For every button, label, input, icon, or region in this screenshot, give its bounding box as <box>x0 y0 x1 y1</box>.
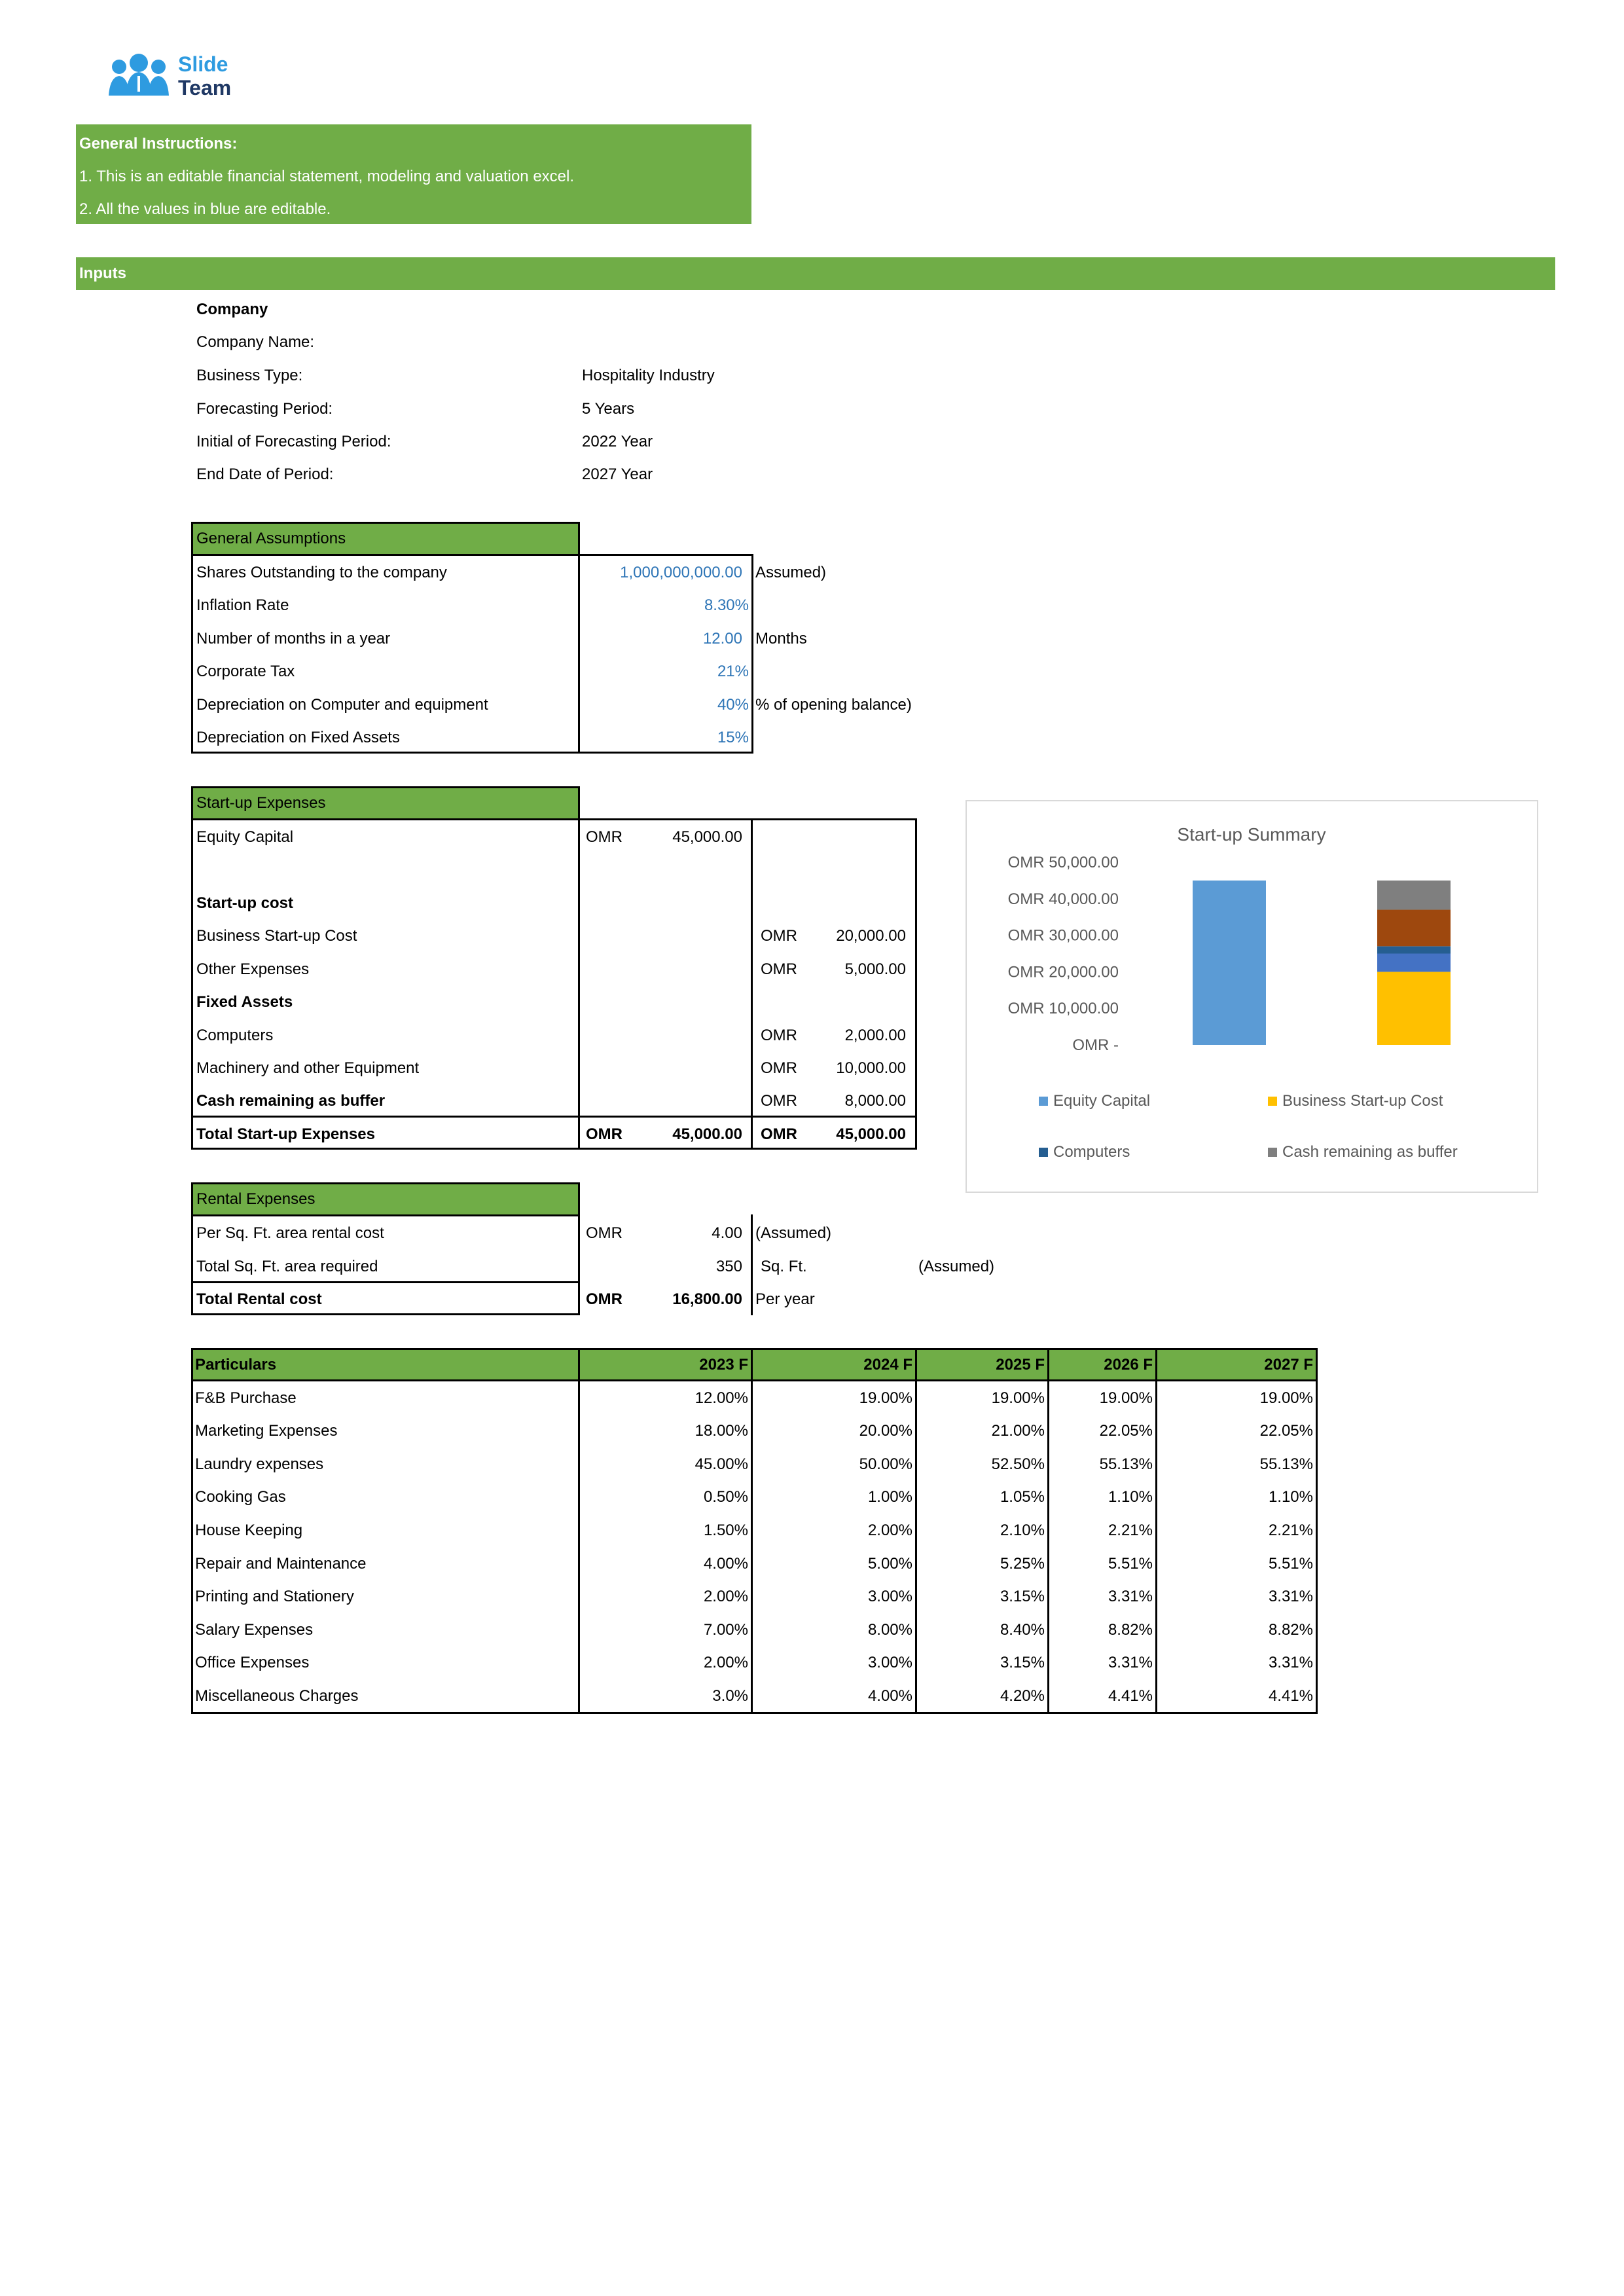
initial-period-value[interactable]: 2022 Year <box>582 433 653 450</box>
inputs-header-bar <box>76 257 1555 290</box>
particulars-value[interactable]: 3.31% <box>1108 1588 1153 1605</box>
corporate-tax-value[interactable]: 21% <box>717 663 749 680</box>
particulars-value[interactable]: 8.82% <box>1108 1621 1153 1639</box>
company-title: Company <box>196 301 268 318</box>
legend-label: Business Start-up Cost <box>1282 1092 1443 1110</box>
particulars-row-label: Marketing Expenses <box>195 1422 338 1440</box>
particulars-value[interactable]: 18.00% <box>695 1422 748 1440</box>
particulars-value[interactable]: 3.00% <box>867 1654 912 1671</box>
rental-total-currency: OMR <box>586 1290 623 1308</box>
per-sqft-note: (Assumed) <box>755 1224 832 1242</box>
particulars-row-label: Salary Expenses <box>195 1621 314 1639</box>
machinery-label: Machinery and other Equipment <box>196 1059 420 1077</box>
shares-note: Assumed) <box>755 564 827 581</box>
rental-divider-2 <box>751 1214 753 1315</box>
y-tick-label: OMR - <box>1072 1036 1119 1054</box>
startup-total-left: 45,000.00 <box>672 1125 742 1143</box>
machinery-value[interactable]: 10,000.00 <box>836 1059 906 1077</box>
legend-label: Computers <box>1053 1143 1130 1161</box>
business-startup-value[interactable]: 20,000.00 <box>836 927 906 945</box>
rental-total-value: 16,800.00 <box>672 1290 742 1308</box>
particulars-value[interactable]: 4.41% <box>1108 1687 1153 1705</box>
particulars-value[interactable]: 3.31% <box>1268 1588 1313 1605</box>
brand-slide: Slide <box>178 52 228 76</box>
particulars-header-label: Particulars <box>195 1356 277 1374</box>
other-expenses-label: Other Expenses <box>196 960 310 978</box>
particulars-value[interactable]: 8.40% <box>1000 1621 1045 1639</box>
particulars-value[interactable]: 2.21% <box>1268 1522 1313 1539</box>
particulars-value[interactable]: 19.00% <box>1099 1389 1153 1407</box>
particulars-value[interactable]: 55.13% <box>1259 1455 1313 1473</box>
business-startup-currency: OMR <box>761 927 797 945</box>
particulars-value[interactable]: 12.00% <box>695 1389 748 1407</box>
fixed-assets-title: Fixed Assets <box>196 993 293 1011</box>
particulars-value[interactable]: 3.31% <box>1268 1654 1313 1671</box>
particulars-value[interactable]: 3.31% <box>1108 1654 1153 1671</box>
chart-title: Start-up Summary <box>1177 824 1326 845</box>
dep-computer-note: % of opening balance) <box>755 696 912 714</box>
cash-buffer-currency: OMR <box>761 1092 797 1110</box>
particulars-value[interactable]: 2.00% <box>867 1522 912 1539</box>
instructions-line-1: 1. This is an editable financial statement, modeling and valuation excel. <box>79 168 575 185</box>
particulars-header-year: 2027 F <box>1264 1356 1313 1374</box>
logo <box>105 51 242 103</box>
dep-computer-label: Depreciation on Computer and equipment <box>196 696 488 714</box>
startup-total-right: 45,000.00 <box>836 1125 906 1143</box>
per-sqft-value[interactable]: 4.00 <box>712 1224 742 1242</box>
startup-divider-1 <box>578 818 580 1150</box>
bar-segment[interactable] <box>1377 946 1451 953</box>
area-unit: Sq. Ft. <box>761 1258 807 1275</box>
company-name-label: Company Name: <box>196 333 315 351</box>
inflation-value[interactable]: 8.30% <box>704 596 749 614</box>
particulars-value[interactable]: 4.00% <box>703 1555 748 1573</box>
particulars-header-year: 2025 F <box>996 1356 1045 1374</box>
legend-swatch <box>1268 1148 1277 1157</box>
particulars-value[interactable]: 7.00% <box>703 1621 748 1639</box>
particulars-value[interactable]: 2.00% <box>703 1588 748 1605</box>
particulars-row-label: Laundry expenses <box>195 1455 324 1473</box>
particulars-value[interactable]: 1.05% <box>1000 1488 1045 1506</box>
computers-value[interactable]: 2,000.00 <box>844 1027 906 1044</box>
startup-divider-2 <box>751 818 753 1150</box>
particulars-value[interactable]: 1.10% <box>1108 1488 1153 1506</box>
cash-buffer-label: Cash remaining as buffer <box>196 1092 386 1110</box>
shares-label: Shares Outstanding to the company <box>196 564 447 581</box>
bar-segment[interactable] <box>1377 910 1451 947</box>
legend-swatch <box>1039 1097 1048 1106</box>
shares-value[interactable]: 1,000,000,000.00 <box>620 564 742 581</box>
particulars-value[interactable]: 2.10% <box>1000 1522 1045 1539</box>
inflation-label: Inflation Rate <box>196 596 289 614</box>
particulars-header-year: 2023 F <box>699 1356 748 1374</box>
computers-currency: OMR <box>761 1027 797 1044</box>
particulars-value[interactable]: 8.00% <box>867 1621 912 1639</box>
bar-segment[interactable] <box>1377 972 1451 1045</box>
legend-label: Cash remaining as buffer <box>1282 1143 1458 1161</box>
per-sqft-label: Per Sq. Ft. area rental cost <box>196 1224 384 1242</box>
area-label: Total Sq. Ft. area required <box>196 1258 378 1275</box>
particulars-row-label: Office Expenses <box>195 1654 310 1671</box>
particulars-row-label: House Keeping <box>195 1522 303 1539</box>
particulars-value[interactable]: 2.21% <box>1108 1522 1153 1539</box>
particulars-value[interactable]: 22.05% <box>1259 1422 1313 1440</box>
legend-label: Equity Capital <box>1053 1092 1151 1110</box>
legend-swatch <box>1039 1148 1048 1157</box>
particulars-value[interactable]: 55.13% <box>1099 1455 1153 1473</box>
rental-title: Rental Expenses <box>196 1190 316 1208</box>
machinery-currency: OMR <box>761 1059 797 1077</box>
particulars-value[interactable]: 3.0% <box>712 1687 748 1705</box>
y-tick-label: OMR 10,000.00 <box>1007 1000 1119 1018</box>
particulars-value[interactable]: 19.00% <box>859 1389 912 1407</box>
end-date-value[interactable]: 2027 Year <box>582 465 653 483</box>
bar-segment[interactable] <box>1193 881 1266 1045</box>
particulars-row-label: F&B Purchase <box>195 1389 297 1407</box>
particulars-value[interactable]: 21.00% <box>991 1422 1045 1440</box>
dep-computer-value[interactable]: 40% <box>717 696 749 714</box>
particulars-value[interactable]: 2.00% <box>703 1654 748 1671</box>
months-label: Number of months in a year <box>196 630 391 647</box>
particulars-row-label: Printing and Stationery <box>195 1588 354 1605</box>
particulars-value[interactable]: 3.15% <box>1000 1654 1045 1671</box>
people-logo-icon <box>105 51 177 103</box>
equity-currency: OMR <box>586 828 623 846</box>
dep-fixed-value[interactable]: 15% <box>717 729 749 746</box>
particulars-value[interactable]: 5.25% <box>1000 1555 1045 1573</box>
cash-buffer-value[interactable]: 8,000.00 <box>844 1092 906 1110</box>
particulars-value[interactable]: 0.50% <box>703 1488 748 1506</box>
initial-period-label: Initial of Forecasting Period: <box>196 433 391 450</box>
particulars-row-label: Miscellaneous Charges <box>195 1687 359 1705</box>
startup-total-label: Total Start-up Expenses <box>196 1125 375 1143</box>
particulars-value[interactable]: 22.05% <box>1099 1422 1153 1440</box>
particulars-header-year: 2026 F <box>1104 1356 1153 1374</box>
particulars-value[interactable]: 4.00% <box>867 1687 912 1705</box>
y-tick-label: OMR 30,000.00 <box>1007 926 1119 945</box>
particulars-value[interactable]: 4.20% <box>1000 1687 1045 1705</box>
particulars-value[interactable]: 20.00% <box>859 1422 912 1440</box>
bar-segment[interactable] <box>1377 881 1451 910</box>
particulars-header-year: 2024 F <box>863 1356 912 1374</box>
y-tick-label: OMR 40,000.00 <box>1007 890 1119 908</box>
business-type-label: Business Type: <box>196 367 303 384</box>
months-note: Months <box>755 630 807 647</box>
forecasting-period-label: Forecasting Period: <box>196 400 333 418</box>
assumptions-title: General Assumptions <box>196 530 346 547</box>
particulars-value[interactable]: 52.50% <box>991 1455 1045 1473</box>
particulars-value[interactable]: 19.00% <box>991 1389 1045 1407</box>
months-value[interactable]: 12.00 <box>702 630 742 647</box>
legend-swatch <box>1268 1097 1277 1106</box>
startup-title: Start-up Expenses <box>196 794 326 812</box>
brand-team: Team <box>178 76 232 100</box>
startup-total-currency-left: OMR <box>586 1125 623 1143</box>
particulars-value[interactable]: 3.15% <box>1000 1588 1045 1605</box>
startup-total-currency-right: OMR <box>761 1125 797 1143</box>
area-value[interactable]: 350 <box>715 1258 742 1275</box>
forecasting-period-value[interactable]: 5 Years <box>582 400 635 418</box>
particulars-row-label: Repair and Maintenance <box>195 1555 367 1573</box>
instructions-line-2: 2. All the values in blue are editable. <box>79 200 331 218</box>
startup-summary-chart-svg <box>967 801 1537 1192</box>
particulars-value[interactable]: 5.51% <box>1268 1555 1313 1573</box>
particulars-value[interactable]: 8.82% <box>1268 1621 1313 1639</box>
area-note: (Assumed) <box>918 1258 995 1275</box>
computers-label: Computers <box>196 1027 274 1044</box>
particulars-row-label: Cooking Gas <box>195 1488 286 1506</box>
y-tick-label: OMR 20,000.00 <box>1007 963 1119 981</box>
equity-capital-label: Equity Capital <box>196 828 294 846</box>
rental-divider-1 <box>578 1214 580 1315</box>
per-sqft-currency: OMR <box>586 1224 623 1242</box>
rental-total-note: Per year <box>755 1290 815 1308</box>
instructions-title: General Instructions: <box>79 135 238 153</box>
particulars-value[interactable]: 5.00% <box>867 1555 912 1573</box>
startup-cost-title: Start-up cost <box>196 894 294 912</box>
particulars-value[interactable]: 19.00% <box>1259 1389 1313 1407</box>
particulars-value[interactable]: 50.00% <box>859 1455 912 1473</box>
inputs-header: Inputs <box>79 264 126 282</box>
particulars-value[interactable]: 3.00% <box>867 1588 912 1605</box>
other-expenses-currency: OMR <box>761 960 797 978</box>
corporate-tax-label: Corporate Tax <box>196 663 295 680</box>
particulars-value[interactable]: 1.00% <box>867 1488 912 1506</box>
particulars-value[interactable]: 5.51% <box>1108 1555 1153 1573</box>
particulars-value[interactable]: 1.10% <box>1268 1488 1313 1506</box>
dep-fixed-label: Depreciation on Fixed Assets <box>196 729 400 746</box>
other-expenses-value[interactable]: 5,000.00 <box>844 960 906 978</box>
particulars-value[interactable]: 4.41% <box>1268 1687 1313 1705</box>
rental-total-label: Total Rental cost <box>196 1290 322 1308</box>
equity-capital-value[interactable]: 45,000.00 <box>672 828 742 846</box>
startup-summary-chart[interactable] <box>965 800 1538 1193</box>
business-startup-label: Business Start-up Cost <box>196 927 357 945</box>
particulars-value[interactable]: 45.00% <box>695 1455 748 1473</box>
end-date-label: End Date of Period: <box>196 465 334 483</box>
business-type-value[interactable]: Hospitality Industry <box>582 367 715 384</box>
particulars-value[interactable]: 1.50% <box>703 1522 748 1539</box>
y-tick-label: OMR 50,000.00 <box>1007 854 1119 871</box>
bar-segment[interactable] <box>1377 954 1451 972</box>
